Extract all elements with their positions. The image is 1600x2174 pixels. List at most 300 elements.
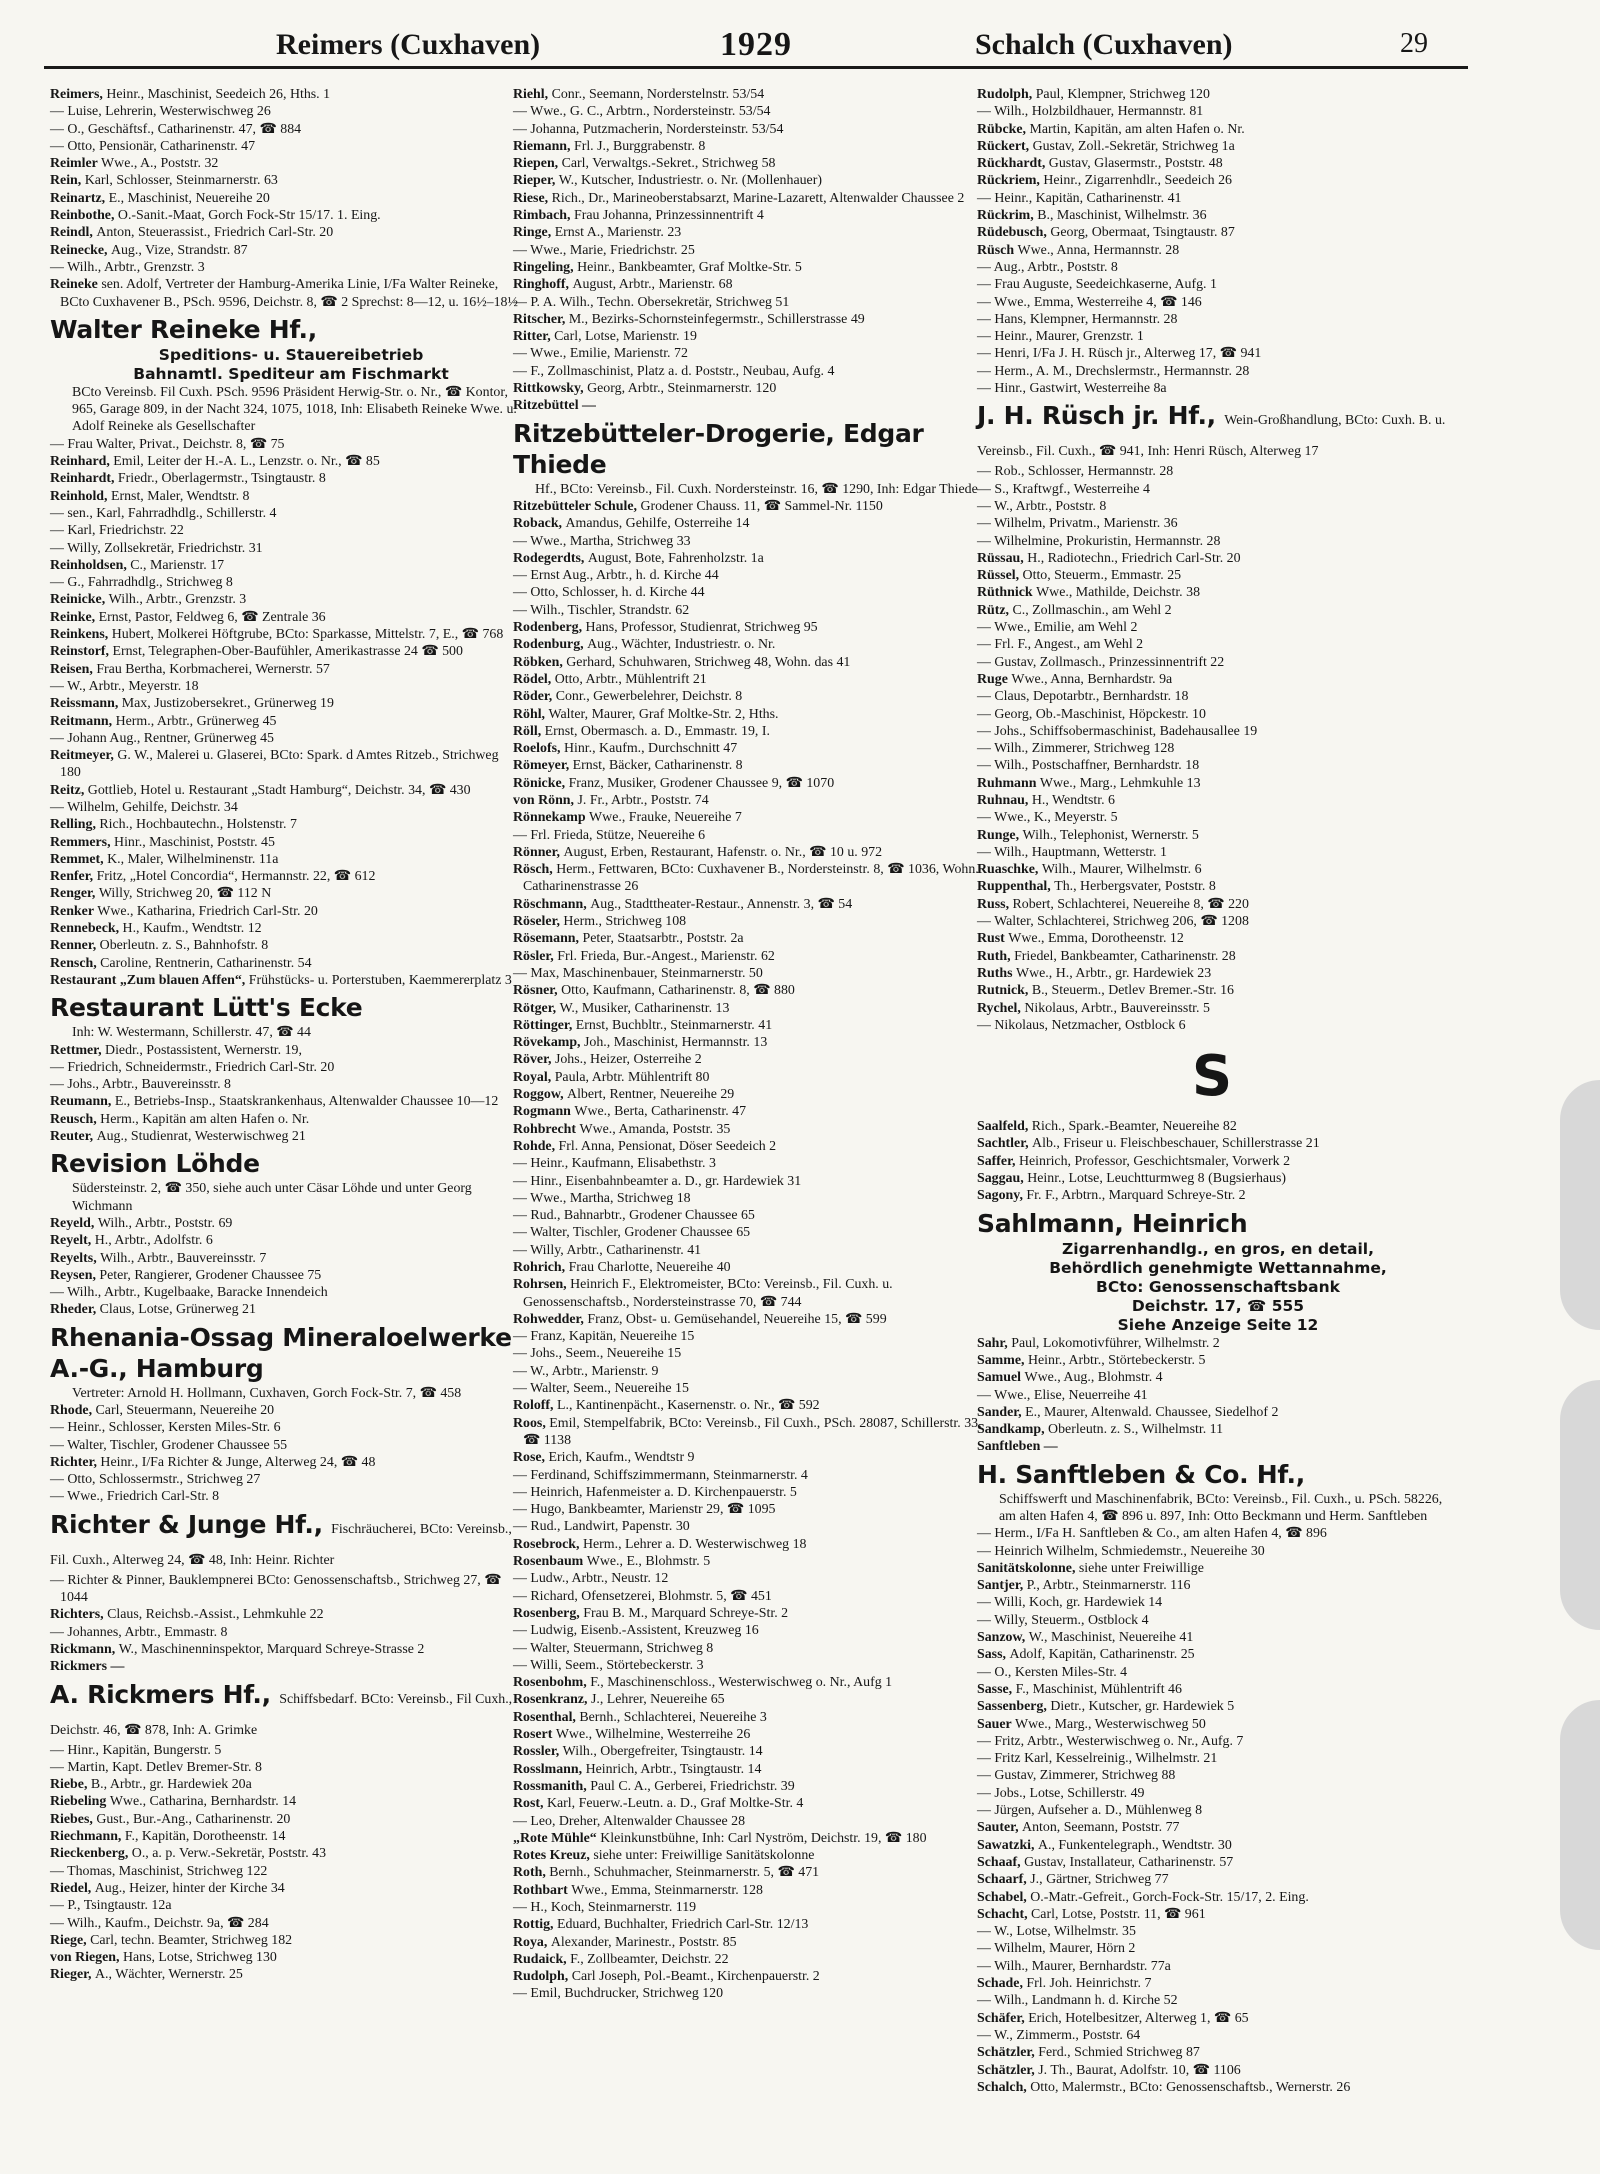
- entry-details: Gustav, Zoll.-Sekretär, Strichweg 1a: [1032, 138, 1235, 154]
- entry-details: Ernst, Obermasch. a. D., Emmastr. 19, I.: [544, 723, 770, 739]
- directory-entry: [50, 643, 520, 660]
- entry-surname: Roos,: [513, 1415, 550, 1431]
- directory-entry: [50, 138, 520, 155]
- directory-entry: [50, 955, 520, 972]
- entry-details: Heinrich F., Elektromeister, BCto: Vereinsb., Fil. Cuxh. u. Genossenschaftsb., Nordersteinstrasse 70, ☎ 744: [523, 1277, 893, 1310]
- entry-details: Wwe., Catharina, Bernhardstr. 14: [109, 1794, 297, 1810]
- entry-surname: Santjer,: [977, 1578, 1027, 1594]
- directory-entry: [50, 505, 520, 522]
- entry-surname: Röll,: [513, 723, 545, 739]
- entry-details: Friedel, Bankbeamter, Catharinenstr. 28: [1014, 948, 1236, 964]
- entry-details: H., Kaufm., Wendtstr. 12: [122, 921, 262, 937]
- entry-details: — Richard, Ofensetzerei, Blohmstr. 5, ☎ 451: [513, 1588, 772, 1604]
- directory-entry: [513, 1674, 983, 1691]
- entry-surname: Reindl,: [50, 225, 97, 241]
- entry-surname: Reinartz,: [50, 190, 109, 206]
- entry-details: Hans, Professor, Studienrat, Strichweg 95: [585, 620, 818, 636]
- entry-details: — Wilh., Arbtr., Grenzstr. 3: [50, 259, 205, 275]
- entry-details: Amandus, Gehilfe, Osterreihe 14: [565, 516, 750, 532]
- directory-entry: [50, 436, 520, 453]
- entry-details: — Otto, Schlosser, h. d. Kirche 44: [513, 585, 705, 601]
- directory-entry: [513, 1553, 983, 1570]
- directory-entry: [977, 948, 1447, 965]
- directory-entry: [513, 1605, 983, 1622]
- entry-surname: Rohde,: [513, 1138, 559, 1154]
- entry-surname: Riege,: [50, 1932, 91, 1948]
- entry-details: Franz, Obst- u. Gemüsehandel, Neuereihe 15, ☎ 599: [587, 1311, 887, 1327]
- entry-surname: Rosslmann,: [513, 1761, 586, 1777]
- entry-surname: Röbken,: [513, 654, 567, 670]
- directory-entry: [977, 463, 1447, 480]
- directory-entry: [977, 550, 1447, 567]
- directory-entry: [50, 1966, 520, 1983]
- entry-details: — Henri, I/Fa J. H. Rüsch jr., Alterweg 17, ☎ 941: [977, 346, 1262, 362]
- entry-details: Albert, Rentner, Neuereihe 29: [567, 1087, 735, 1103]
- directory-entry: [50, 155, 520, 172]
- directory-entry: [977, 363, 1447, 380]
- entry-details: Frau Johanna, Prinzessinnentrift 4: [573, 208, 764, 224]
- entry-surname: Riebe,: [50, 1777, 91, 1793]
- directory-entry: [50, 1624, 520, 1641]
- directory-entry: [977, 86, 1447, 103]
- directory-entry: [513, 138, 983, 155]
- directory-entry: [977, 2062, 1447, 2079]
- directory-entry: [50, 1658, 520, 1675]
- entry-details: — Wwe., K., Meyerstr. 5: [977, 810, 1118, 826]
- entry-surname: Ruhnau,: [977, 792, 1032, 808]
- directory-entry: [977, 380, 1447, 397]
- entry-details: — Friedrich, Schneidermstr., Friedrich Carl-Str. 20: [50, 1059, 335, 1075]
- entry-details: — Leo, Dreher, Altenwalder Chaussee 28: [513, 1813, 746, 1829]
- entry-surname: Riebes,: [50, 1811, 97, 1827]
- entry-details: Hinr., Maschinist, Poststr. 45: [114, 834, 275, 850]
- entry-surname: Restaurant „Zum blauen Affen“,: [50, 972, 249, 988]
- entry-details: — H., Koch, Steinmarnerstr. 119: [513, 1899, 697, 1915]
- entry-details: Wwe., Aug., Blohmstr. 4: [1024, 1370, 1163, 1386]
- entry-details: Peter, Staatsarbtr., Poststr. 2a: [582, 931, 744, 947]
- entry-details: — O., Geschäftsf., Catharinenstr. 47, ☎ 884: [50, 121, 302, 137]
- entry-details: Herm., Kapitän am alten Hafen o. Nr.: [100, 1111, 310, 1127]
- directory-entry: [50, 1572, 520, 1607]
- entry-surname: Rötger,: [513, 1000, 560, 1016]
- entry-surname: Sander,: [977, 1404, 1026, 1420]
- directory-entry: [977, 276, 1447, 293]
- directory-entry: [513, 948, 983, 965]
- entry-details: C., Marienstr. 17: [130, 557, 225, 573]
- entry-surname: Rossmanith,: [513, 1778, 591, 1794]
- entry-surname: Rückhardt,: [977, 156, 1049, 172]
- firm-name: Richter & Junge Hf.,: [50, 1509, 323, 1539]
- entry-details: M., Bezirks-Schornsteinfegermstr., Schillerstrasse 49: [568, 311, 865, 327]
- directory-entry: [513, 723, 983, 740]
- entry-surname: Rönicke,: [513, 775, 569, 791]
- directory-entry: [977, 1135, 1447, 1152]
- directory-entry: [50, 242, 520, 259]
- directory-entry: [977, 1612, 1447, 1629]
- header-left-range: Reimers (Cuxhaven): [276, 28, 541, 61]
- entry-details: Wwe., Anna, Hermannstr. 28: [1017, 242, 1180, 258]
- entry-surname: Sawatzki,: [977, 1837, 1038, 1853]
- entry-details: — W., Arbtr., Meyerstr. 18: [50, 678, 199, 694]
- entry-details: — Frl. F., Angest., am Wehl 2: [977, 637, 1144, 653]
- entry-details: Wwe., Mathilde, Deichstr. 38: [1036, 585, 1201, 601]
- entry-details: — Aug., Arbtr., Poststr. 8: [977, 259, 1118, 275]
- entry-surname: Ruge: [977, 671, 1012, 687]
- entry-surname: Reinholdsen,: [50, 557, 131, 573]
- directory-entry: [513, 1155, 983, 1172]
- entry-details: — Fritz Karl, Kesselreinig., Wilhelmstr. 21: [977, 1751, 1218, 1767]
- entry-details: Anton, Seemann, Poststr. 77: [1022, 1820, 1180, 1836]
- entry-details: Gustav, Installateur, Catharinenstr. 57: [1024, 1854, 1234, 1870]
- entry-details: Carl, Steuermann, Neuereihe 20: [95, 1403, 275, 1418]
- entry-details: Wwe., H., Arbtr., gr. Hardewiek 23: [1016, 965, 1212, 981]
- directory-entry: [513, 1501, 983, 1518]
- entry-details: Wwe., E., Blohmstr. 5: [586, 1554, 711, 1570]
- entry-surname: Rossler,: [513, 1744, 563, 1760]
- directory-entry: [50, 747, 520, 782]
- entry-details: Carl, Verwaltgs.-Sekret., Strichweg 58: [561, 156, 776, 172]
- directory-entry: [513, 827, 983, 844]
- entry-details: — Nikolaus, Netzmacher, Ostblock 6: [977, 1017, 1186, 1033]
- entry-surname: Rösemann,: [513, 931, 583, 947]
- directory-entry: [977, 224, 1447, 241]
- entry-details: W., Maschinenninspektor, Marquard Schreye-Strasse 2: [118, 1641, 425, 1657]
- directory-entry: [513, 654, 983, 671]
- entry-surname: Rönner,: [513, 844, 564, 860]
- directory-entry: [50, 903, 520, 920]
- directory-entry: [977, 242, 1447, 259]
- entry-details: F., Maschinenschloss., Westerwischweg o. Nr., Aufg 1: [590, 1675, 893, 1691]
- directory-entry: [50, 1776, 520, 1793]
- directory-entry: [513, 792, 983, 809]
- entry-surname: Röder,: [513, 689, 556, 705]
- entry-surname: Rogmann: [513, 1104, 575, 1120]
- directory-entry: [513, 1086, 983, 1103]
- directory-entry: [977, 1187, 1447, 1204]
- entry-surname: Schaarf,: [977, 1872, 1031, 1888]
- directory-entry: [50, 1845, 520, 1862]
- directory-entry: [513, 1190, 983, 1207]
- entry-details: — sen., Karl, Fahrradhdlg., Schillerstr. 4: [50, 505, 277, 521]
- entry-surname: Roloff,: [513, 1398, 557, 1414]
- entry-details: — Wwe., Elise, Neuerreihe 41: [977, 1387, 1148, 1403]
- entry-details: Fr. F., Arbtrn., Marquard Schreye-Str. 2: [1026, 1188, 1246, 1204]
- directory-entry: [50, 885, 520, 902]
- entry-surname: Reumann,: [50, 1094, 115, 1110]
- entry-details: — Willi, Seem., Störtebeckerstr. 3: [513, 1657, 704, 1673]
- column-3: [977, 86, 1447, 2096]
- entry-details: B., Arbtr., gr. Hardewiek 20a: [90, 1777, 252, 1793]
- entry-surname: Rickmann,: [50, 1641, 119, 1657]
- directory-entry: [513, 1363, 983, 1380]
- entry-surname: Rust: [977, 931, 1009, 947]
- entry-details: Wwe., Emma, Dorotheenstr. 12: [1008, 931, 1184, 947]
- entry-details: August, Arbtr., Marienstr. 68: [572, 277, 733, 293]
- directory-entry: [513, 1934, 983, 1951]
- firm-subtext: Südersteinstr. 2, ☎ 350, siehe auch unter Cäsar Löhde und unter Georg Wichmann: [72, 1181, 472, 1214]
- entry-details: Caroline, Rentnerin, Catharinenstr. 54: [100, 955, 312, 971]
- entry-details: H., Wendtstr. 6: [1031, 792, 1115, 808]
- directory-entry: [513, 844, 983, 861]
- entry-details: Rich., Hochbautechn., Holstenstr. 7: [99, 817, 297, 833]
- entry-details: Bernh., Schlachterei, Neuereihe 3: [579, 1709, 767, 1725]
- directory-entry: [977, 1923, 1447, 1940]
- entry-surname: Runge,: [977, 827, 1023, 843]
- entry-details: Frl. Frieda, Bur.-Angest., Marienstr. 62: [557, 948, 775, 964]
- directory-entry: [977, 965, 1447, 982]
- entry-details: — Heinr., Kaufmann, Elisabethstr. 3: [513, 1156, 716, 1172]
- firm-subtext: Schiffswerft und Maschinenfabrik, BCto: Vereinsb., Fil. Cuxh., u. PSch. 58226, am alten Hafen 4, ☎ 896 u. 897, Inh: Otto Beckmann und Herm. Sanftleben: [999, 1491, 1443, 1524]
- entry-details: — Heinr., Kapitän, Catharinenstr. 41: [977, 190, 1182, 206]
- directory-entry: [513, 1069, 983, 1086]
- entry-surname: Reyeld,: [50, 1215, 98, 1231]
- entry-details: Anton, Steuerassist., Friedrich Carl-Str. 20: [96, 225, 334, 241]
- entry-surname: Reisen,: [50, 661, 97, 677]
- entry-surname: Rudaick,: [513, 1951, 571, 1967]
- entry-surname: Reinkens,: [50, 627, 112, 643]
- directory-entry: [513, 1916, 983, 1933]
- entry-details: F., Zollbeamter, Deichstr. 22: [570, 1951, 729, 1967]
- directory-entry: [513, 533, 983, 550]
- entry-surname: Sauter,: [977, 1820, 1023, 1836]
- directory-entry: [513, 259, 983, 276]
- directory-entry: [513, 1847, 983, 1864]
- entry-surname: Ruhmann: [977, 775, 1040, 791]
- header-year: 1929: [720, 26, 792, 63]
- directory-entry: [977, 1664, 1447, 1681]
- directory-entry: [513, 498, 983, 515]
- entry-details: Ernst, Buchbltr., Steinmarnerstr. 41: [575, 1017, 773, 1033]
- entry-details: Claus, Reichsb.-Assist., Lehmkuhle 22: [107, 1607, 324, 1623]
- directory-entry: [513, 103, 983, 120]
- entry-surname: Rönnekamp: [513, 810, 590, 826]
- entry-details: Wwe., Amanda, Poststr. 35: [579, 1121, 731, 1137]
- entry-surname: Röschmann,: [513, 896, 591, 912]
- entry-details: — Wwe., Martha, Strichweg 33: [513, 533, 691, 549]
- entry-details: K., Maler, Wilhelminenstr. 11a: [107, 851, 279, 867]
- entry-details: Otto, Arbtr., Mühlentrift 21: [554, 671, 707, 687]
- entry-surname: Rüdebusch,: [977, 225, 1051, 241]
- directory-entry: [513, 1985, 983, 2002]
- advert-line: Bahnamtl. Spediteur am Fischmarkt: [133, 364, 449, 383]
- entry-details: Hans, Lotse, Strichweg 130: [122, 1950, 277, 1966]
- entry-details: Ernst A., Marienstr. 23: [554, 225, 682, 241]
- directory-entry: [50, 868, 520, 885]
- entry-surname: Schätzler,: [977, 2045, 1039, 2061]
- entry-surname: von Rönn,: [513, 792, 578, 808]
- entry-details: Frau Bertha, Korbmacherei, Wernerstr. 57: [96, 661, 330, 677]
- directory-entry: [977, 1577, 1447, 1594]
- entry-surname: Reinhardt,: [50, 471, 118, 487]
- directory-entry: [977, 619, 1447, 636]
- entry-details: — Claus, Depotarbtr., Bernhardstr. 18: [977, 689, 1189, 705]
- entry-details: P., Arbtr., Steinmarnerstr. 116: [1026, 1578, 1191, 1594]
- entry-surname: Renker: [50, 903, 98, 919]
- entry-surname: Reinicke,: [50, 592, 109, 608]
- directory-entry: [977, 706, 1447, 723]
- entry-details: — S., Kraftwgf., Westerreihe 4: [977, 481, 1150, 497]
- entry-details: Oberleutn. z. S., Wilhelmstr. 11: [1048, 1422, 1224, 1438]
- entry-surname: Schade,: [977, 1976, 1027, 1992]
- entry-details: Frl. Anna, Pensionat, Döser Seedeich 2: [558, 1138, 777, 1154]
- firm-name: Restaurant Lütt's Ecke: [50, 993, 363, 1023]
- entry-surname: Sahr,: [977, 1335, 1012, 1351]
- entry-surname: Riepen,: [513, 156, 562, 172]
- advert-line: BCto: Genossenschaftsbank: [1096, 1277, 1340, 1296]
- entry-details: — Hinr., Kapitän, Bungerstr. 5: [50, 1742, 222, 1758]
- directory-entry: [513, 1830, 983, 1847]
- directory-entry: [50, 1828, 520, 1845]
- directory-entry: [513, 86, 983, 103]
- directory-entry: [513, 155, 983, 172]
- directory-entry: [50, 121, 520, 138]
- entry-surname: Rosenbaum: [513, 1554, 587, 1570]
- directory-entry: [977, 345, 1447, 362]
- directory-entry: [513, 1224, 983, 1241]
- entry-details: W., Musiker, Catharinenstr. 13: [559, 1000, 730, 1016]
- directory-entry: [513, 1467, 983, 1484]
- entry-details: — Johs., Schiffsobermaschinist, Badehausallee 19: [977, 723, 1258, 739]
- directory-entry: [513, 1761, 983, 1778]
- entry-details: Ernst, Telegraphen-Ober-Baufühler, Amerikastrasse 24 ☎ 500: [112, 644, 463, 660]
- entry-details: Joh., Maschinist, Hermannstr. 13: [584, 1035, 768, 1051]
- directory-entry: [513, 345, 983, 362]
- entry-surname: Rosenbohm,: [513, 1675, 591, 1691]
- entry-surname: Rüthnick: [977, 585, 1037, 601]
- entry-surname: Renger,: [50, 886, 99, 902]
- entry-details: — Willi, Koch, gr. Hardewiek 14: [977, 1595, 1163, 1611]
- entry-surname: Rösner,: [513, 983, 562, 999]
- directory-entry: [977, 740, 1447, 757]
- directory-entry: [977, 1017, 1447, 1034]
- entry-details: W., Maschinist, Neuereihe 41: [1028, 1630, 1194, 1646]
- directory-entry: [977, 844, 1447, 861]
- directory-entry: [513, 1328, 983, 1345]
- directory-entry: [977, 913, 1447, 930]
- entry-surname: Sanftleben —: [977, 1439, 1058, 1455]
- directory-entry: [977, 1421, 1447, 1438]
- entry-details: — Heinrich, Hafenmeister a. D. Kirchenpauerstr. 5: [513, 1484, 797, 1500]
- entry-surname: Schätzler,: [977, 2062, 1039, 2078]
- entry-surname: Saalfeld,: [977, 1119, 1032, 1135]
- directory-entry: [513, 602, 983, 619]
- entry-details: — Frau Walter, Privat., Deichstr. 8, ☎ 75: [50, 436, 285, 452]
- entry-details: — Karl, Friedrichstr. 22: [50, 523, 184, 539]
- entry-details: — Johanna, Putzmacherin, Nordersteinstr. 53/54: [513, 121, 784, 137]
- firm-details: Wein-Großhandlung, BCto: Cuxh. B. u. Vereinsb., Fil. Cuxh., ☎ 941, Inh: Henri Rüsch, Alterweg 17: [977, 413, 1446, 460]
- entry-details: Georg, Obermaat, Tsingtaustr. 87: [1050, 225, 1235, 241]
- entry-details: — Herm., A. M., Drechslermstr., Hermannstr. 28: [977, 363, 1250, 379]
- entry-surname: Riemann,: [513, 138, 574, 154]
- directory-entry: [977, 584, 1447, 601]
- directory-entry: [977, 861, 1447, 878]
- directory-entry: [513, 1536, 983, 1553]
- entry-surname: Rickmers —: [50, 1659, 125, 1675]
- entry-details: Dietr., Kutscher, gr. Hardewiek 5: [1050, 1699, 1235, 1715]
- firm-heading: [977, 400, 1447, 462]
- directory-entry: [513, 809, 983, 826]
- entry-surname: Rödel,: [513, 671, 555, 687]
- directory-entry: [977, 1387, 1447, 1404]
- column-1: [50, 86, 520, 1984]
- entry-surname: Sanitätskolonne,: [977, 1560, 1079, 1576]
- entry-details: Heinr., Lotse, Leuchtturmweg 8 (Bugsierhaus): [1027, 1171, 1287, 1187]
- directory-entry: [977, 636, 1447, 653]
- directory-entry: [50, 540, 520, 557]
- entry-details: Aug., Heizer, hinter der Kirche 34: [94, 1880, 285, 1896]
- directory-entry: [513, 1709, 983, 1726]
- directory-entry: [977, 121, 1447, 138]
- directory-entry: [513, 1795, 983, 1812]
- entry-details: Aug., Studienrat, Westerwischweg 21: [96, 1129, 306, 1145]
- entry-details: — Wwe., G. C., Arbtrn., Nordersteinstr. 53/54: [513, 104, 771, 120]
- entry-surname: Rost,: [513, 1796, 547, 1812]
- directory-entry: [50, 1250, 520, 1267]
- entry-details: Claus, Lotse, Grünerweg 21: [99, 1302, 256, 1318]
- directory-entry: [513, 172, 983, 189]
- entry-details: — Walter, Tischler, Grodener Chaussee 55: [50, 1437, 288, 1453]
- entry-details: Otto, Kaufmann, Catharinenstr. 8, ☎ 880: [561, 983, 795, 999]
- directory-entry: [50, 1915, 520, 1932]
- directory-entry: [977, 1992, 1447, 2009]
- directory-entry: [977, 1404, 1447, 1421]
- entry-details: — Johs., Arbtr., Bauvereinsstr. 8: [50, 1077, 231, 1093]
- entry-surname: Rosenthal,: [513, 1709, 580, 1725]
- entry-details: Herm., Arbtr., Grünerweg 45: [115, 713, 277, 729]
- firm-heading: [977, 1208, 1447, 1239]
- directory-entry: [513, 671, 983, 688]
- entry-surname: Ritzebüttel —: [513, 398, 596, 414]
- entry-details: — G., Fahrradhdlg., Strichweg 8: [50, 575, 233, 591]
- directory-entry: [977, 172, 1447, 189]
- directory-entry: [513, 706, 983, 723]
- directory-entry: [50, 276, 520, 311]
- entry-details: — Heinrich Wilhelm, Schmiedemstr., Neuereihe 30: [977, 1543, 1265, 1559]
- entry-details: — Wilhelm, Maurer, Hörn 2: [977, 1941, 1136, 1957]
- entry-details: Ernst, Maler, Wendtstr. 8: [110, 488, 250, 504]
- entry-surname: Riebeling: [50, 1794, 110, 1810]
- entry-details: — Heinr., Schlosser, Kersten Miles-Str. 6: [50, 1420, 281, 1436]
- entry-details: August, Bote, Fahrenholzstr. 1a: [587, 550, 764, 566]
- firm-name: Revision Löhde: [50, 1149, 260, 1179]
- entry-surname: Reinecke,: [50, 242, 111, 258]
- entry-surname: Ruaschke,: [977, 862, 1042, 878]
- directory-entry: [513, 1207, 983, 1224]
- entry-details: Gerhard, Schuhwaren, Strichweg 48, Wohn. das 41: [566, 654, 851, 670]
- column-2: [513, 86, 983, 2003]
- directory-entry: [977, 1837, 1447, 1854]
- entry-surname: Riehl,: [513, 87, 552, 102]
- entry-surname: Relling,: [50, 817, 100, 833]
- directory-entry: [977, 294, 1447, 311]
- entry-surname: Reinhard,: [50, 454, 114, 470]
- directory-entry: [50, 1759, 520, 1776]
- directory-entry: [50, 1880, 520, 1897]
- directory-entry: [513, 1882, 983, 1899]
- entry-details: Robert, Schlachterei, Neuereihe 8, ☎ 220: [1012, 896, 1249, 912]
- directory-entry: [50, 1897, 520, 1914]
- entry-surname: Rudolph,: [977, 87, 1036, 102]
- entry-surname: Rheder,: [50, 1302, 100, 1318]
- entry-surname: Ruppenthal,: [977, 879, 1055, 895]
- entry-surname: Rüssel,: [977, 568, 1023, 584]
- entry-details: — Jobs., Lotse, Schillerstr. 49: [977, 1785, 1145, 1801]
- directory-entry: [977, 930, 1447, 947]
- entry-surname: Rüsch: [977, 242, 1018, 258]
- entry-surname: Rohrich,: [513, 1260, 569, 1275]
- directory-entry: [977, 688, 1447, 705]
- directory-entry: [50, 834, 520, 851]
